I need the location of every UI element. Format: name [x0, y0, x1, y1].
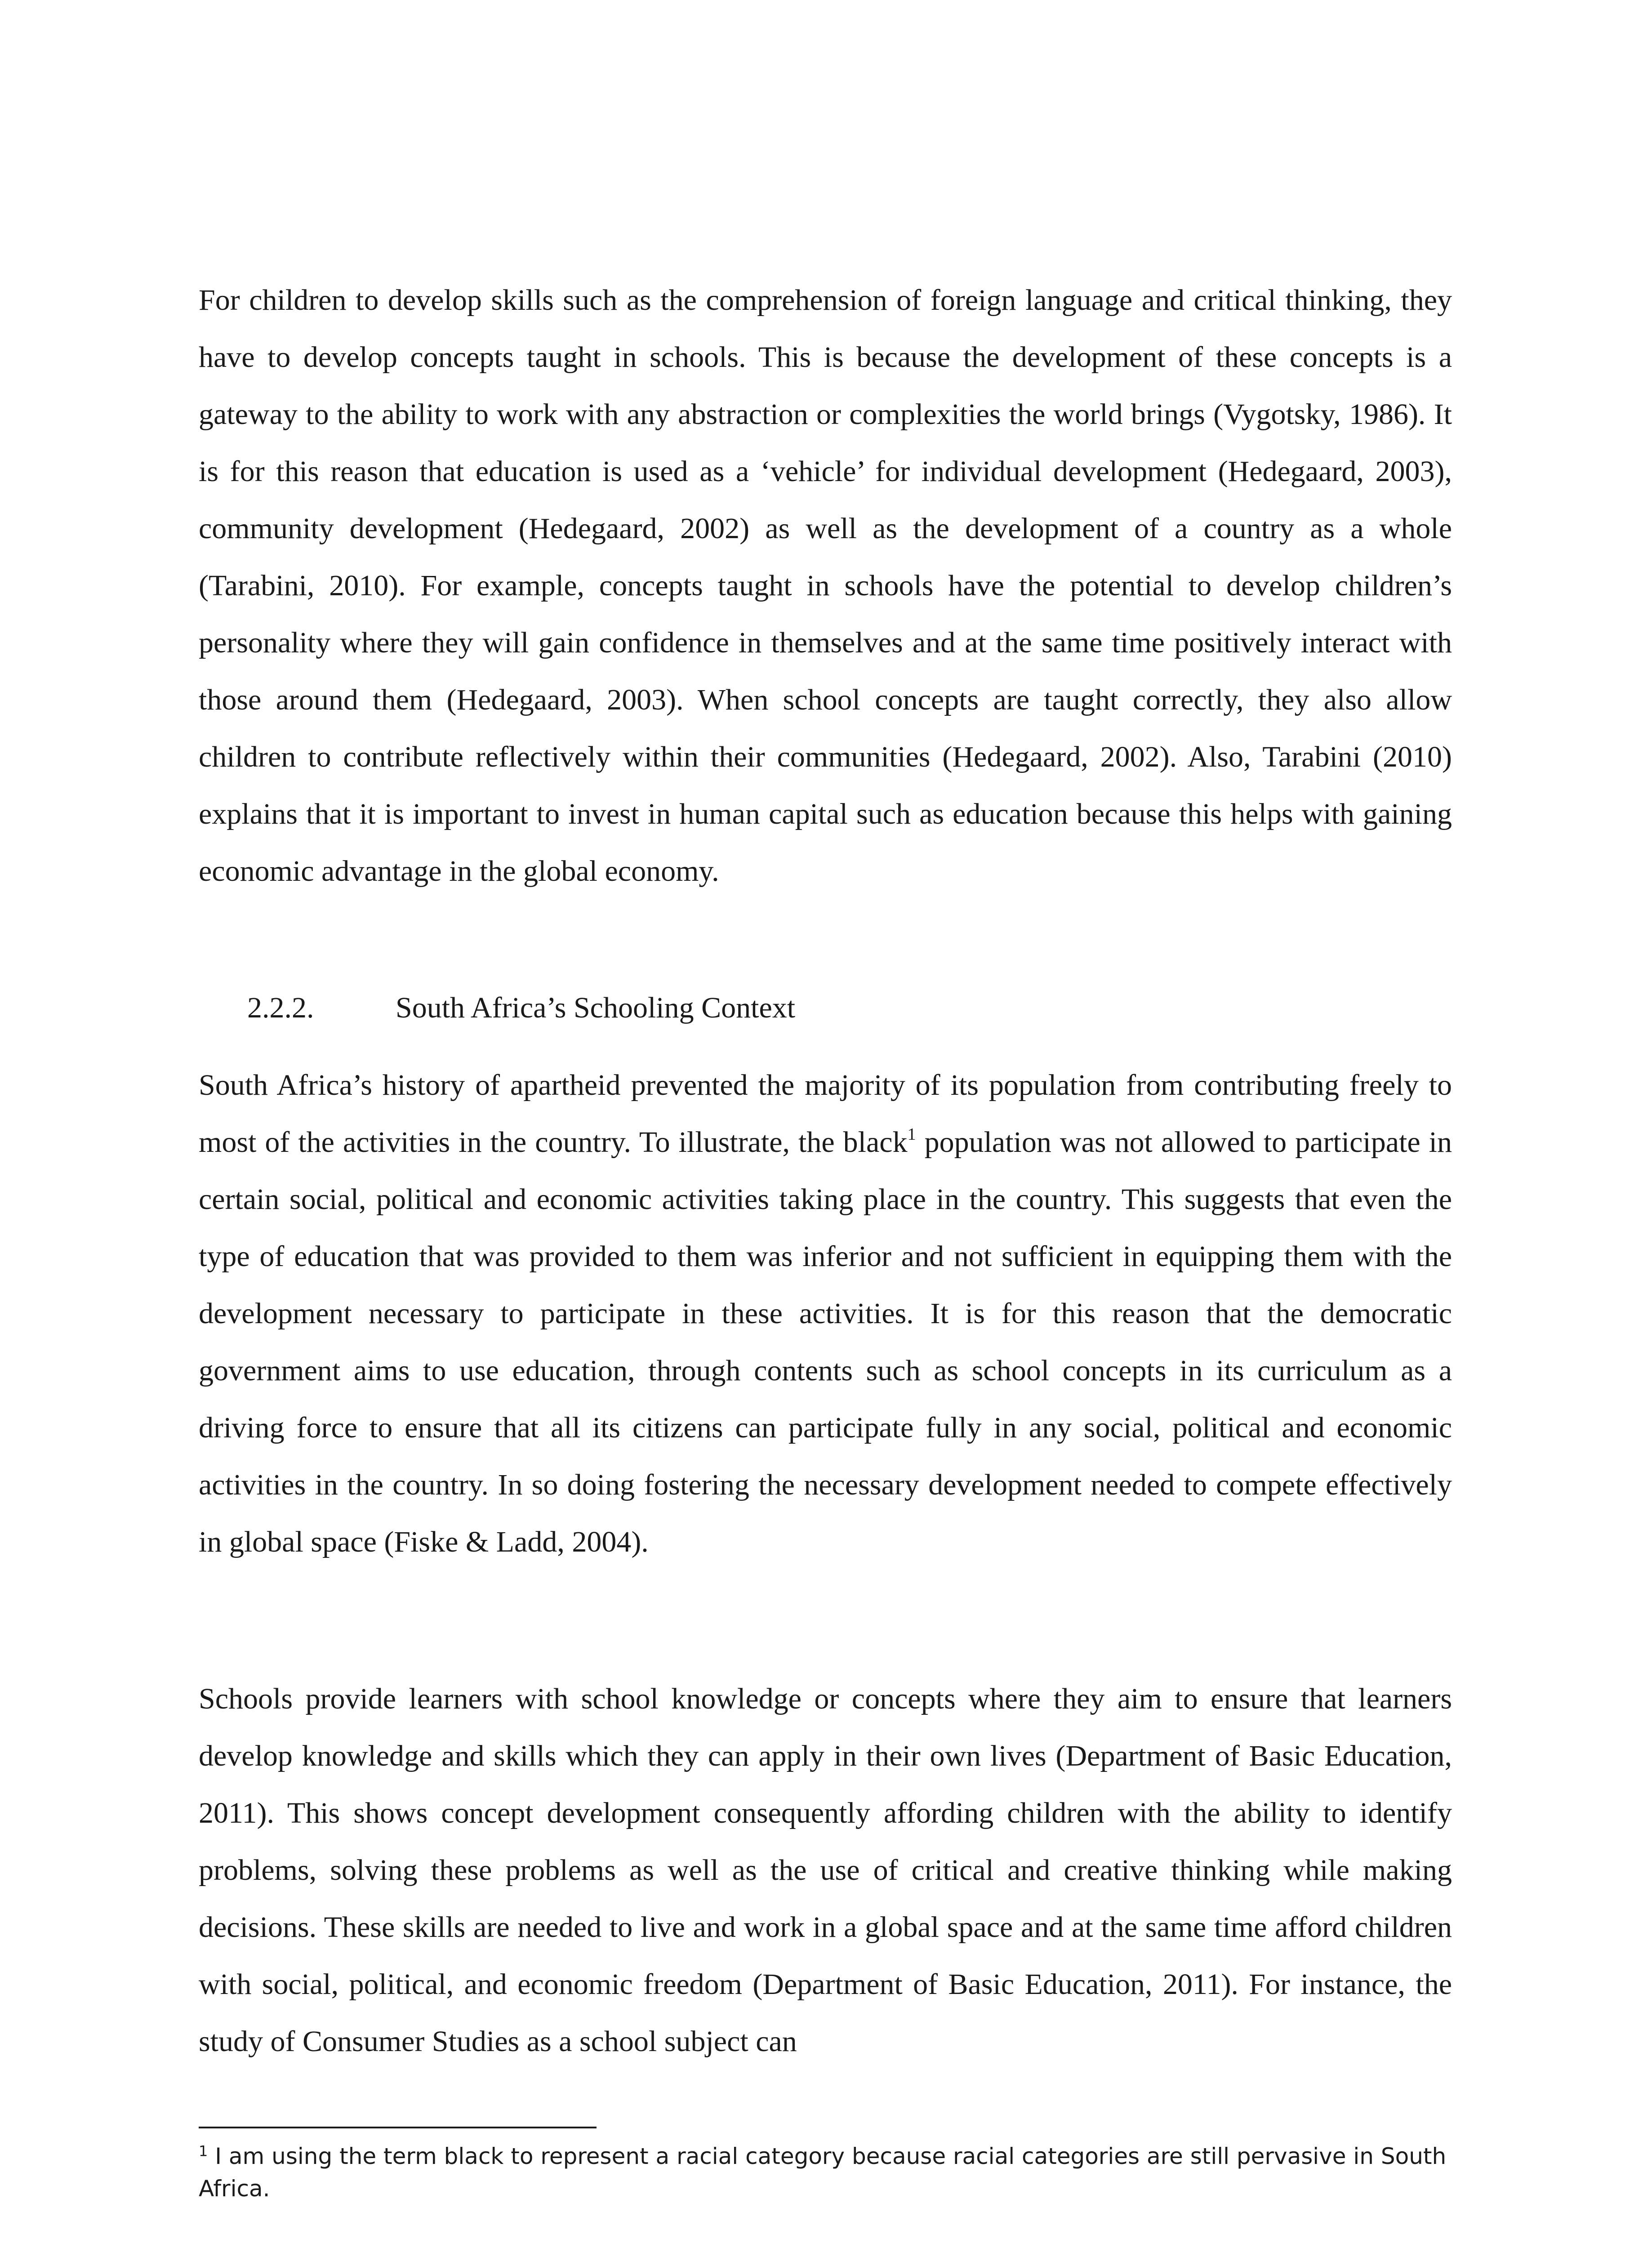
footnote-separator: [199, 2127, 597, 2128]
paragraph-text: population was not allowed to participate in certain social, political and economic activities taking place in the country. This suggests that even the type of education that was provided to them was inferior and not sufficient in equipping them with the development necessary to participate in these activities. It is for this reason that the democratic government aims to use education, through contents such as school concepts in its curriculum as a driving force to ensure that all its citizens can participate fully in any social, political and economic activities in the country. In so doing fostering the necessary development needed to compete effectively in global space (Fiske & Ladd, 2004).: [199, 1126, 1452, 1558]
body-paragraph: Schools provide learners with school knowledge or concepts where they aim to ensure that learners develop knowledge and skills which they can apply in their own lives (Department of Basic Education, 2011). This shows concept development consequently affording children with the ability to identify problems, solving these problems as well as the use of critical and creative thinking while making decisions. These skills are needed to live and work in a global space and at the same time afford children with social, political, and economic freedom (Department of Basic Education, 2011). For instance, the study of Consumer Studies as a school subject can: [199, 1682, 1452, 2058]
footnote: [199, 2140, 1452, 2205]
section-title: South Africa’s Schooling Context: [396, 991, 796, 1024]
body-paragraph: For children to develop skills such as the comprehension of foreign language and critical thinking, they have to develop concepts taught in schools. This is because the development of these concepts is a gateway to the ability to work with any abstraction or complexities the world brings (Vygotsky, 1986). It is for this reason that education is used as a ‘vehicle’ for individual development (Hedegaard, 2003), community development (Hedegaard, 2002) as well as the development of a country as a whole (Tarabini, 2010). For example, concepts taught in schools have the potential to develop children’s personality where they will gain confidence in themselves and at the same time positively interact with those around them (Hedegaard, 2003). When school concepts are taught correctly, they also allow children to contribute reflectively within their communities (Hedegaard, 2002). Also, Tarabini (2010) explains that it is important to invest in human capital such as education because this helps with gaining economic advantage in the global economy.: [199, 284, 1452, 888]
footnote-marker: 1: [199, 2142, 208, 2160]
section-number: 2.2.2.: [247, 991, 314, 1024]
footnote-reference[interactable]: 1: [907, 1125, 916, 1144]
paragraph-text: South Africa’s history of apartheid prevented the majority of its population from contributing freely to most of the activities in the country. To illustrate, the black: [199, 1069, 1452, 1159]
section-heading: [247, 979, 795, 1036]
body-paragraph: [199, 1057, 1452, 1570]
footnote-text: I am using the term black to represent a racial category because racial categories are still pervasive in South Africa.: [199, 2143, 1447, 2202]
